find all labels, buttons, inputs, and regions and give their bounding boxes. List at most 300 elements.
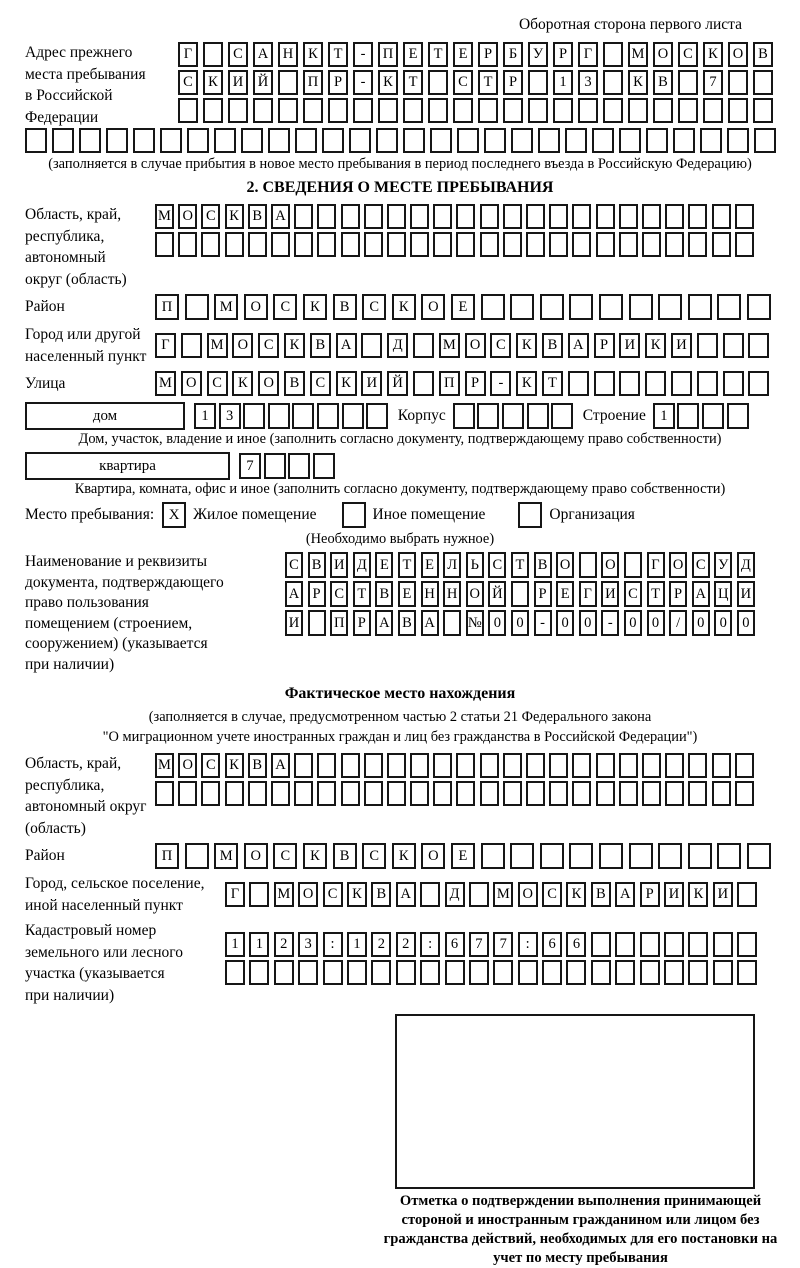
char-box[interactable] <box>579 552 597 578</box>
char-box[interactable]: П <box>155 294 179 320</box>
char-box[interactable] <box>527 403 549 429</box>
char-box[interactable] <box>688 781 707 806</box>
char-box[interactable] <box>678 70 698 95</box>
char-box[interactable]: О <box>728 42 748 67</box>
char-box[interactable] <box>596 753 615 778</box>
char-box[interactable] <box>288 453 310 479</box>
char-box[interactable] <box>469 882 489 907</box>
char-box[interactable]: М <box>439 333 460 358</box>
char-box[interactable] <box>308 610 326 636</box>
char-box[interactable] <box>322 128 344 153</box>
char-box[interactable] <box>569 843 593 869</box>
char-box[interactable]: Е <box>403 42 423 67</box>
char-box[interactable]: К <box>516 371 537 396</box>
char-box[interactable] <box>723 371 744 396</box>
char-box[interactable] <box>688 204 707 229</box>
char-box[interactable]: 3 <box>219 403 241 429</box>
char-box[interactable]: К <box>645 333 666 358</box>
char-box[interactable] <box>341 232 360 257</box>
char-box[interactable] <box>565 128 587 153</box>
char-box[interactable] <box>596 781 615 806</box>
char-box[interactable] <box>619 232 638 257</box>
char-box[interactable]: 0 <box>714 610 732 636</box>
char-box[interactable]: В <box>333 843 357 869</box>
char-box[interactable]: Е <box>398 581 416 607</box>
char-box[interactable] <box>271 781 290 806</box>
char-box[interactable] <box>25 128 47 153</box>
char-box[interactable] <box>185 843 209 869</box>
char-box[interactable]: В <box>534 552 552 578</box>
char-box[interactable] <box>735 781 754 806</box>
char-box[interactable] <box>624 552 642 578</box>
char-box[interactable]: П <box>155 843 179 869</box>
char-box[interactable] <box>480 781 499 806</box>
char-box[interactable] <box>410 204 429 229</box>
char-box[interactable] <box>178 781 197 806</box>
char-box[interactable] <box>747 843 771 869</box>
char-box[interactable]: Й <box>253 70 273 95</box>
char-box[interactable]: А <box>568 333 589 358</box>
char-box[interactable] <box>295 128 317 153</box>
char-box[interactable]: М <box>628 42 648 67</box>
char-box[interactable] <box>553 98 573 123</box>
char-box[interactable] <box>603 70 623 95</box>
char-box[interactable]: Р <box>640 882 660 907</box>
char-box[interactable] <box>735 204 754 229</box>
char-box[interactable] <box>619 128 641 153</box>
char-box[interactable] <box>317 753 336 778</box>
char-box[interactable]: С <box>201 204 220 229</box>
char-box[interactable] <box>294 753 313 778</box>
char-box[interactable] <box>347 960 367 985</box>
char-box[interactable]: О <box>601 552 619 578</box>
char-box[interactable] <box>457 128 479 153</box>
char-box[interactable]: Р <box>594 333 615 358</box>
apartment-type-box[interactable]: квартира <box>25 452 230 480</box>
char-box[interactable] <box>364 781 383 806</box>
char-box[interactable]: В <box>653 70 673 95</box>
char-box[interactable]: Г <box>578 42 598 67</box>
checkbox-residential[interactable]: X <box>162 502 186 528</box>
char-box[interactable]: С <box>692 552 710 578</box>
char-box[interactable]: С <box>488 552 506 578</box>
char-box[interactable]: С <box>273 294 297 320</box>
char-box[interactable] <box>292 403 314 429</box>
char-box[interactable] <box>737 882 757 907</box>
checkbox-organization[interactable] <box>518 502 542 528</box>
char-box[interactable]: К <box>232 371 253 396</box>
char-box[interactable] <box>753 98 773 123</box>
char-box[interactable] <box>594 371 615 396</box>
char-box[interactable] <box>469 960 489 985</box>
char-box[interactable]: Й <box>488 581 506 607</box>
char-box[interactable]: - <box>534 610 552 636</box>
char-box[interactable] <box>433 781 452 806</box>
char-box[interactable] <box>640 932 660 957</box>
char-box[interactable] <box>748 333 769 358</box>
char-box[interactable]: Г <box>178 42 198 67</box>
char-box[interactable] <box>481 294 505 320</box>
char-box[interactable]: У <box>528 42 548 67</box>
char-box[interactable] <box>410 753 429 778</box>
char-box[interactable]: А <box>375 610 393 636</box>
char-box[interactable]: 3 <box>298 932 318 957</box>
char-box[interactable]: И <box>737 581 755 607</box>
char-box[interactable]: Р <box>534 581 552 607</box>
char-box[interactable] <box>603 98 623 123</box>
char-box[interactable] <box>480 204 499 229</box>
char-box[interactable]: Н <box>421 581 439 607</box>
char-box[interactable]: К <box>303 42 323 67</box>
char-box[interactable]: Т <box>428 42 448 67</box>
char-box[interactable] <box>503 232 522 257</box>
char-box[interactable] <box>665 753 684 778</box>
char-box[interactable] <box>572 753 591 778</box>
char-box[interactable]: № <box>466 610 484 636</box>
char-box[interactable] <box>754 128 776 153</box>
char-box[interactable]: 6 <box>445 932 465 957</box>
char-box[interactable] <box>456 781 475 806</box>
char-box[interactable] <box>480 232 499 257</box>
char-box[interactable]: : <box>323 932 343 957</box>
char-box[interactable] <box>568 371 589 396</box>
char-box[interactable] <box>503 98 523 123</box>
char-box[interactable] <box>712 232 731 257</box>
char-box[interactable]: К <box>303 843 327 869</box>
char-box[interactable] <box>753 70 773 95</box>
char-box[interactable]: Р <box>669 581 687 607</box>
char-box[interactable]: С <box>490 333 511 358</box>
char-box[interactable] <box>160 128 182 153</box>
char-box[interactable]: А <box>336 333 357 358</box>
char-box[interactable]: К <box>703 42 723 67</box>
char-box[interactable] <box>387 232 406 257</box>
char-box[interactable]: Р <box>328 70 348 95</box>
char-box[interactable] <box>378 98 398 123</box>
char-box[interactable] <box>665 232 684 257</box>
char-box[interactable] <box>478 98 498 123</box>
house-type-box[interactable]: дом <box>25 402 185 430</box>
char-box[interactable] <box>484 128 506 153</box>
char-box[interactable]: Д <box>387 333 408 358</box>
char-box[interactable]: А <box>253 42 273 67</box>
char-box[interactable]: 0 <box>647 610 665 636</box>
char-box[interactable]: В <box>542 333 563 358</box>
char-box[interactable] <box>628 98 648 123</box>
char-box[interactable]: Г <box>155 333 176 358</box>
char-box[interactable] <box>328 98 348 123</box>
char-box[interactable] <box>697 371 718 396</box>
char-box[interactable] <box>79 128 101 153</box>
char-box[interactable]: 7 <box>469 932 489 957</box>
char-box[interactable]: П <box>330 610 348 636</box>
char-box[interactable]: Т <box>403 70 423 95</box>
char-box[interactable]: Р <box>503 70 523 95</box>
char-box[interactable] <box>658 294 682 320</box>
char-box[interactable]: Т <box>328 42 348 67</box>
char-box[interactable]: И <box>601 581 619 607</box>
char-box[interactable]: Е <box>453 42 473 67</box>
char-box[interactable] <box>433 204 452 229</box>
char-box[interactable] <box>728 98 748 123</box>
char-box[interactable]: А <box>615 882 635 907</box>
char-box[interactable] <box>542 960 562 985</box>
char-box[interactable] <box>572 232 591 257</box>
char-box[interactable]: Н <box>443 581 461 607</box>
char-box[interactable]: Т <box>542 371 563 396</box>
char-box[interactable] <box>52 128 74 153</box>
char-box[interactable]: К <box>392 843 416 869</box>
char-box[interactable] <box>249 960 269 985</box>
char-box[interactable]: 1 <box>249 932 269 957</box>
char-box[interactable]: К <box>203 70 223 95</box>
char-box[interactable]: Е <box>451 294 475 320</box>
char-box[interactable]: П <box>439 371 460 396</box>
char-box[interactable] <box>203 98 223 123</box>
char-box[interactable]: С <box>207 371 228 396</box>
char-box[interactable]: С <box>273 843 297 869</box>
char-box[interactable] <box>433 232 452 257</box>
char-box[interactable]: В <box>308 552 326 578</box>
char-box[interactable] <box>420 960 440 985</box>
char-box[interactable]: С <box>258 333 279 358</box>
char-box[interactable] <box>201 781 220 806</box>
char-box[interactable] <box>456 204 475 229</box>
char-box[interactable] <box>453 98 473 123</box>
char-box[interactable] <box>697 333 718 358</box>
char-box[interactable] <box>430 128 452 153</box>
char-box[interactable] <box>526 232 545 257</box>
char-box[interactable] <box>511 128 533 153</box>
char-box[interactable] <box>456 753 475 778</box>
char-box[interactable] <box>317 403 339 429</box>
char-box[interactable] <box>511 581 529 607</box>
char-box[interactable]: С <box>201 753 220 778</box>
char-box[interactable] <box>480 753 499 778</box>
char-box[interactable]: С <box>678 42 698 67</box>
char-box[interactable] <box>653 98 673 123</box>
char-box[interactable] <box>502 403 524 429</box>
char-box[interactable]: 0 <box>556 610 574 636</box>
char-box[interactable] <box>591 960 611 985</box>
char-box[interactable]: : <box>518 932 538 957</box>
char-box[interactable] <box>413 333 434 358</box>
char-box[interactable]: О <box>466 581 484 607</box>
char-box[interactable]: А <box>271 753 290 778</box>
char-box[interactable]: М <box>207 333 228 358</box>
char-box[interactable]: К <box>516 333 537 358</box>
char-box[interactable] <box>702 403 724 429</box>
char-box[interactable] <box>658 843 682 869</box>
char-box[interactable] <box>420 882 440 907</box>
char-box[interactable] <box>748 371 769 396</box>
char-box[interactable]: В <box>284 371 305 396</box>
char-box[interactable]: 2 <box>371 932 391 957</box>
char-box[interactable]: О <box>178 753 197 778</box>
char-box[interactable] <box>737 932 757 957</box>
char-box[interactable]: О <box>518 882 538 907</box>
char-box[interactable] <box>646 128 668 153</box>
char-box[interactable]: К <box>688 882 708 907</box>
char-box[interactable] <box>549 781 568 806</box>
char-box[interactable] <box>599 294 623 320</box>
char-box[interactable] <box>599 843 623 869</box>
char-box[interactable]: О <box>178 204 197 229</box>
char-box[interactable] <box>591 932 611 957</box>
char-box[interactable]: А <box>421 610 439 636</box>
char-box[interactable] <box>596 204 615 229</box>
char-box[interactable]: С <box>624 581 642 607</box>
char-box[interactable]: Г <box>225 882 245 907</box>
char-box[interactable] <box>503 204 522 229</box>
char-box[interactable] <box>342 403 364 429</box>
char-box[interactable] <box>640 960 660 985</box>
char-box[interactable] <box>303 98 323 123</box>
char-box[interactable] <box>477 403 499 429</box>
char-box[interactable] <box>271 232 290 257</box>
char-box[interactable]: Д <box>737 552 755 578</box>
char-box[interactable]: В <box>248 753 267 778</box>
char-box[interactable]: Й <box>387 371 408 396</box>
char-box[interactable] <box>596 232 615 257</box>
char-box[interactable] <box>526 781 545 806</box>
char-box[interactable] <box>615 932 635 957</box>
char-box[interactable]: И <box>285 610 303 636</box>
char-box[interactable] <box>688 294 712 320</box>
char-box[interactable] <box>413 371 434 396</box>
char-box[interactable]: 1 <box>553 70 573 95</box>
char-box[interactable] <box>410 232 429 257</box>
char-box[interactable]: И <box>713 882 733 907</box>
char-box[interactable]: О <box>465 333 486 358</box>
char-box[interactable]: С <box>453 70 473 95</box>
char-box[interactable] <box>671 371 692 396</box>
char-box[interactable] <box>481 843 505 869</box>
char-box[interactable] <box>323 960 343 985</box>
char-box[interactable]: Н <box>278 42 298 67</box>
char-box[interactable]: К <box>225 753 244 778</box>
char-box[interactable] <box>700 128 722 153</box>
char-box[interactable]: К <box>284 333 305 358</box>
char-box[interactable]: - <box>601 610 619 636</box>
char-box[interactable]: К <box>347 882 367 907</box>
char-box[interactable] <box>510 294 534 320</box>
char-box[interactable] <box>341 204 360 229</box>
char-box[interactable]: 6 <box>566 932 586 957</box>
char-box[interactable] <box>366 403 388 429</box>
char-box[interactable] <box>387 781 406 806</box>
char-box[interactable] <box>712 204 731 229</box>
char-box[interactable]: О <box>669 552 687 578</box>
char-box[interactable] <box>443 610 461 636</box>
char-box[interactable] <box>592 128 614 153</box>
char-box[interactable] <box>528 98 548 123</box>
char-box[interactable]: 2 <box>274 932 294 957</box>
char-box[interactable]: 1 <box>653 403 675 429</box>
char-box[interactable] <box>540 843 564 869</box>
char-box[interactable]: А <box>271 204 290 229</box>
char-box[interactable] <box>735 753 754 778</box>
char-box[interactable]: И <box>228 70 248 95</box>
char-box[interactable] <box>133 128 155 153</box>
char-box[interactable] <box>615 960 635 985</box>
char-box[interactable]: Т <box>353 581 371 607</box>
char-box[interactable]: И <box>619 333 640 358</box>
char-box[interactable]: Т <box>478 70 498 95</box>
char-box[interactable] <box>493 960 513 985</box>
char-box[interactable]: С <box>178 70 198 95</box>
char-box[interactable]: Т <box>511 552 529 578</box>
char-box[interactable] <box>712 753 731 778</box>
char-box[interactable] <box>572 781 591 806</box>
char-box[interactable] <box>294 204 313 229</box>
char-box[interactable] <box>178 98 198 123</box>
char-box[interactable] <box>747 294 771 320</box>
char-box[interactable]: Ь <box>466 552 484 578</box>
char-box[interactable]: М <box>274 882 294 907</box>
char-box[interactable] <box>433 753 452 778</box>
char-box[interactable] <box>253 98 273 123</box>
char-box[interactable]: М <box>155 753 174 778</box>
char-box[interactable] <box>712 781 731 806</box>
char-box[interactable] <box>665 781 684 806</box>
char-box[interactable]: Г <box>579 581 597 607</box>
char-box[interactable] <box>456 232 475 257</box>
char-box[interactable] <box>428 70 448 95</box>
char-box[interactable] <box>735 232 754 257</box>
char-box[interactable]: К <box>628 70 648 95</box>
char-box[interactable] <box>278 98 298 123</box>
char-box[interactable] <box>727 403 749 429</box>
char-box[interactable]: О <box>244 294 268 320</box>
char-box[interactable] <box>664 932 684 957</box>
char-box[interactable] <box>538 128 560 153</box>
char-box[interactable] <box>361 333 382 358</box>
char-box[interactable]: В <box>310 333 331 358</box>
char-box[interactable]: 7 <box>239 453 261 479</box>
char-box[interactable]: 1 <box>225 932 245 957</box>
char-box[interactable] <box>642 232 661 257</box>
char-box[interactable]: Л <box>443 552 461 578</box>
char-box[interactable]: И <box>671 333 692 358</box>
char-box[interactable] <box>629 843 653 869</box>
char-box[interactable]: В <box>248 204 267 229</box>
char-box[interactable]: М <box>155 371 176 396</box>
char-box[interactable]: А <box>285 581 303 607</box>
char-box[interactable]: 0 <box>624 610 642 636</box>
char-box[interactable]: О <box>258 371 279 396</box>
char-box[interactable] <box>353 98 373 123</box>
char-box[interactable] <box>688 753 707 778</box>
char-box[interactable] <box>155 232 174 257</box>
char-box[interactable] <box>619 781 638 806</box>
char-box[interactable] <box>228 98 248 123</box>
char-box[interactable]: У <box>714 552 732 578</box>
char-box[interactable] <box>248 232 267 257</box>
char-box[interactable]: Р <box>478 42 498 67</box>
char-box[interactable] <box>526 753 545 778</box>
char-box[interactable]: - <box>490 371 511 396</box>
char-box[interactable]: В <box>375 581 393 607</box>
char-box[interactable] <box>642 781 661 806</box>
char-box[interactable]: К <box>303 294 327 320</box>
char-box[interactable] <box>181 333 202 358</box>
char-box[interactable]: 0 <box>488 610 506 636</box>
char-box[interactable]: 7 <box>703 70 723 95</box>
char-box[interactable] <box>241 128 263 153</box>
char-box[interactable] <box>178 232 197 257</box>
char-box[interactable] <box>376 128 398 153</box>
